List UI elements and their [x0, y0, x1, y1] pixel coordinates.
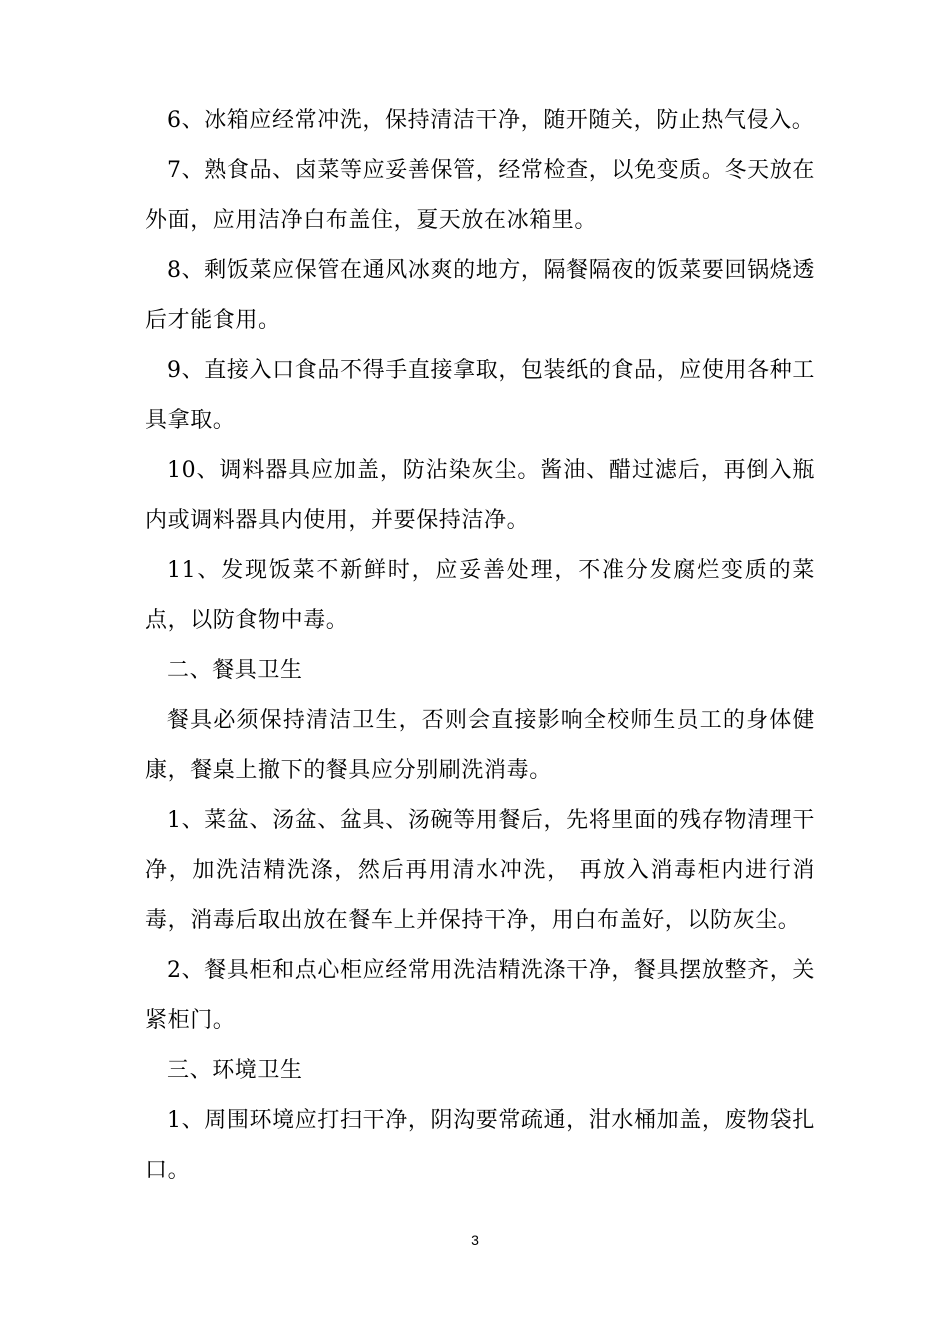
section-heading-tableware-hygiene: 二、餐具卫生 — [167, 658, 303, 683]
page-number: 3 — [471, 1232, 479, 1248]
paragraph-tableware-washing: 1、菜盆、汤盆、盆具、汤碗等用餐后，先将里面的残存物清理干净，加洗洁精洗涤，然后再用清水冲洗， 再放入消毒柜内进行消毒，消毒后取出放在餐车上并保持干净，用白布盖好，以防灰尘。 — [145, 808, 815, 933]
paragraph-tableware-intro: 餐具必须保持清洁卫生，否则会直接影响全校师生员工的身体健康，餐桌上撤下的餐具应分别刷洗消毒。 — [145, 708, 815, 783]
paragraph-spoiled-food: 11、发现饭菜不新鲜时，应妥善处理，不准分发腐烂变质的菜点，以防食物中毒。 — [145, 558, 815, 633]
paragraph-cooked-food-storage: 7、熟食品、卤菜等应妥善保管，经常检查，以免变质。冬天放在外面，应用洁净白布盖住，夏天放在冰箱里。 — [145, 158, 815, 233]
paragraph-leftover-food: 8、剩饭菜应保管在通风冰爽的地方，隔餐隔夜的饭菜要回锅烧透后才能食用。 — [145, 258, 815, 333]
section-heading-environment-hygiene: 三、环境卫生 — [167, 1058, 303, 1083]
document-body — [145, 96, 815, 1196]
paragraph-cabinet-cleaning: 2、餐具柜和点心柜应经常用洗洁精洗涤干净，餐具摆放整齐，关紧柜门。 — [145, 958, 815, 1033]
paragraph-surroundings-cleaning: 1、周围环境应打扫干净，阴沟要常疏通，泔水桶加盖，废物袋扎口。 — [145, 1108, 815, 1183]
paragraph-fridge-cleaning: 6、冰箱应经常冲洗，保持清洁干净，随开随关，防止热气侵入。 — [167, 108, 815, 133]
paragraph-food-handling-tools: 9、直接入口食品不得手直接拿取，包装纸的食品，应使用各种工具拿取。 — [145, 358, 815, 433]
paragraph-seasoning-containers: 10、调料器具应加盖，防沾染灰尘。酱油、醋过滤后，再倒入瓶内或调料器具内使用，并要保持洁净。 — [145, 458, 815, 533]
